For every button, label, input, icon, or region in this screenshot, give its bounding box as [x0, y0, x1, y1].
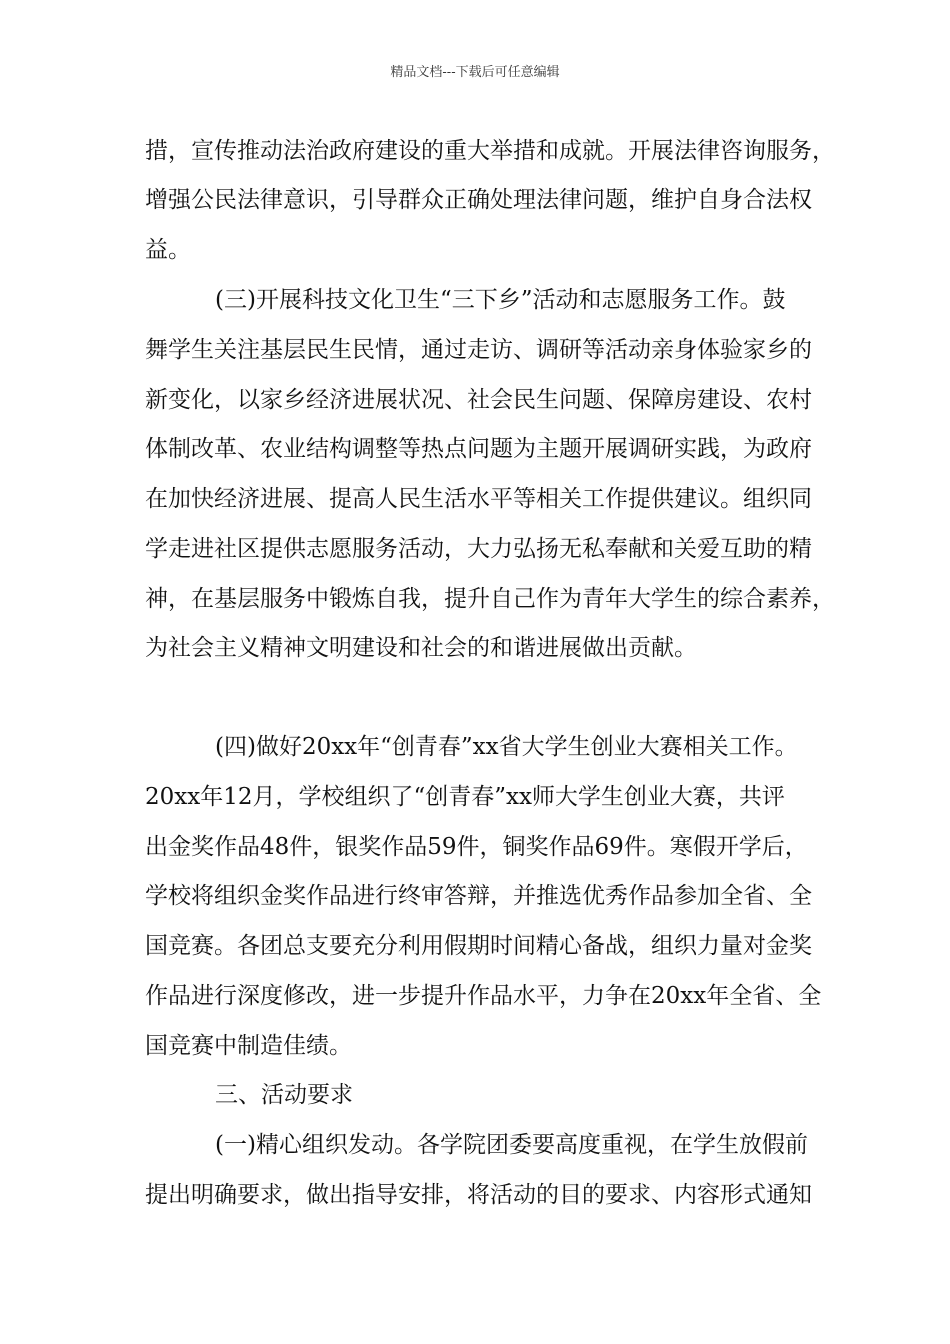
body-line: 舞学生关注基层民生民情，通过走访、调研等活动亲身体验家乡的 [145, 337, 812, 363]
body-line: (四)做好20xx年“创青春”xx省大学生创业大赛相关工作。 [215, 734, 798, 760]
body-line: 国竞赛中制造佳绩。 [145, 1033, 352, 1059]
body-line: 20xx年12月，学校组织了“创青春”xx师大学生创业大赛，共评 [145, 784, 785, 810]
body-line: 体制改革、农业结构调整等热点问题为主题开展调研实践，为政府 [145, 436, 812, 462]
section-heading: 三、活动要求 [215, 1082, 353, 1108]
body-line: 学校将组织金奖作品进行终审答辩，并推选优秀作品参加全省、全 [145, 883, 812, 909]
body-line: 措，宣传推动法治政府建设的重大举措和成就。开展法律咨询服务， [145, 138, 835, 164]
body-line: 学走进社区提供志愿服务活动，大力弘扬无私奉献和关爱互助的精 [145, 536, 812, 562]
body-line: 增强公民法律意识，引导群众正确处理法律问题，维护自身合法权 [145, 187, 812, 213]
body-line: 出金奖作品48件，银奖作品59件，铜奖作品69件。寒假开学后， [145, 834, 808, 860]
body-line: 在加快经济进展、提高人民生活水平等相关工作提供建议。组织同 [145, 486, 812, 512]
body-line: (三)开展科技文化卫生“三下乡”活动和志愿服务工作。鼓 [215, 287, 786, 313]
body-line: 为社会主义精神文明建设和社会的和谐进展做出贡献。 [145, 635, 697, 661]
body-line: 提出明确要求，做出指导安排，将活动的目的要求、内容形式通知 [145, 1182, 812, 1208]
body-line: 神，在基层服务中锻炼自我，提升自己作为青年大学生的综合素养， [145, 586, 835, 612]
body-line: (一)精心组织发动。各学院团委要高度重视，在学生放假前 [215, 1132, 808, 1158]
body-line: 国竞赛。各团总支要充分利用假期时间精心备战，组织力量对金奖 [145, 933, 812, 959]
body-line: 新变化，以家乡经济进展状况、社会民生问题、保障房建设、农村 [145, 387, 812, 413]
body-line: 益。 [145, 237, 191, 263]
page-header: 精品文档---下载后可任意编辑 [390, 65, 560, 80]
body-line: 作品进行深度修改，进一步提升作品水平，力争在20xx年全省、全 [145, 983, 822, 1009]
